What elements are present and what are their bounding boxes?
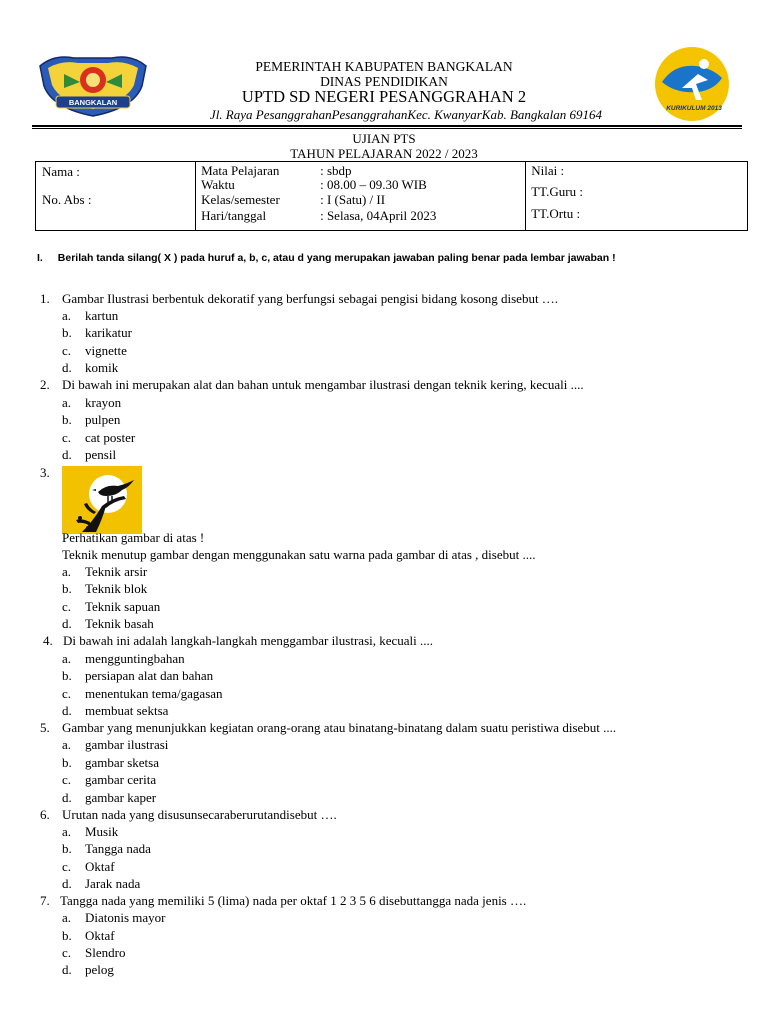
option-d: d. gambar kaper <box>62 790 157 805</box>
option-b: b. karikatur <box>62 325 132 340</box>
question-number: 5. <box>40 720 50 735</box>
question-5 <box>40 720 617 735</box>
option-c: c. vignette <box>62 343 127 358</box>
header-line-1: PEMERINTAH KABUPATEN BANGKALAN <box>255 59 513 74</box>
question-number: 1. <box>40 291 50 306</box>
hari-value: : Selasa, 04April 2023 <box>320 208 437 223</box>
option-a: a. gambar ilustrasi <box>62 737 169 752</box>
question-6 <box>40 807 337 822</box>
exam-detail-cell <box>196 162 526 231</box>
question-7 <box>40 893 527 908</box>
question-3-text-2: Teknik menutup gambar dengan menggunakan satu warna pada gambar di atas , disebut .... <box>62 547 536 562</box>
option-b: b. Tangga nada <box>62 841 151 856</box>
option-c: c. cat poster <box>62 430 136 445</box>
nilai-label: Nilai : <box>531 163 565 178</box>
instruction <box>37 252 616 264</box>
bangkalan-logo-text: BANGKALAN <box>68 98 118 107</box>
tt-ortu-label: TT.Ortu : <box>531 206 581 221</box>
signature-cell <box>526 162 748 231</box>
student-info-cell <box>36 162 196 231</box>
question-number: 6. <box>40 807 50 822</box>
question-text: Urutan nada yang disusunsecaraberurutandisebut …. <box>62 807 337 822</box>
mapel-label: Mata Pelajaran <box>201 163 280 178</box>
question-number: 7. <box>40 893 50 908</box>
question-2 <box>40 377 584 392</box>
option-b: b. pulpen <box>62 412 121 427</box>
waktu-value: : 08.00 – 09.30 WIB <box>320 177 427 192</box>
option-b: b. gambar sketsa <box>62 755 160 770</box>
option-a: a. krayon <box>62 395 122 410</box>
header-rule <box>32 125 742 127</box>
kelas-label: Kelas/semester <box>201 192 280 207</box>
option-d: d. membuat sektsa <box>62 703 169 718</box>
student-info-table <box>35 161 748 231</box>
exam-year: TAHUN PELAJARAN 2022 / 2023 <box>290 146 478 161</box>
header-rule-thin <box>32 128 742 129</box>
option-d: d. Teknik basah <box>62 616 154 631</box>
bird-silhouette-image <box>62 466 142 534</box>
option-c: c. Oktaf <box>62 859 115 874</box>
question-text: Di bawah ini merupakan alat dan bahan untuk mengambar ilustrasi dengan teknik kering, kecuali .... <box>62 377 584 392</box>
option-b: b. Teknik blok <box>62 581 148 596</box>
mapel-value: : sbdp <box>320 163 352 178</box>
option-a: a. Diatonis mayor <box>62 910 166 925</box>
school-name: UPTD SD NEGERI PESANGGRAHAN 2 <box>241 87 527 106</box>
question-number: 2. <box>40 377 50 392</box>
question-number: 4. <box>43 633 53 648</box>
no-abs-label: No. Abs : <box>42 192 92 207</box>
option-d: d. pensil <box>62 447 117 462</box>
kelas-value: : I (Satu) / II <box>320 192 386 207</box>
option-d: d. pelog <box>62 962 114 977</box>
option-a: a. kartun <box>62 308 119 323</box>
question-text: Gambar Ilustrasi berbentuk dekoratif yang berfungsi sebagai pengisi bidang kosong disebut …. <box>62 291 559 306</box>
option-d: d. Jarak nada <box>62 876 141 891</box>
option-a: a. mengguntingbahan <box>62 651 185 666</box>
instruction-number: I. <box>37 252 43 264</box>
tt-guru-label: TT.Guru : <box>531 184 583 199</box>
question-text: Di bawah ini adalah langkah-langkah menggambar ilustrasi, kecuali .... <box>63 633 434 648</box>
option-b: b. persiapan alat dan bahan <box>62 668 214 683</box>
option-d: d. komik <box>62 360 119 375</box>
question-3 <box>40 466 50 479</box>
option-a: a. Teknik arsir <box>62 564 148 579</box>
option-c: c. Teknik sapuan <box>62 599 161 614</box>
instruction-text: Berilah tanda silang( X ) pada huruf a, b, c, atau d yang merupakan jawaban paling benar pada lembar jawaban ! <box>57 252 616 264</box>
kurikulum-logo-text: KURIKULUM 2013 <box>666 105 722 112</box>
question-3-text: Perhatikan gambar di atas ! <box>62 530 205 545</box>
question-text: Gambar yang menunjukkan kegiatan orang-orang atau binatang-binatang dalam suatu peristiwa disebut .... <box>62 720 617 735</box>
question-4 <box>43 633 434 648</box>
school-address: Jl. Raya PesanggrahanPesanggrahanKec. KwanyarKab. Bangkalan 69164 <box>209 107 603 122</box>
hari-label: Hari/tanggal <box>201 208 267 223</box>
nama-label: Nama : <box>42 164 80 179</box>
exam-title: UJIAN PTS <box>352 131 416 146</box>
question-1 <box>40 291 559 306</box>
question-text: Tangga nada yang memiliki 5 (lima) nada per oktaf 1 2 3 5 6 disebuttangga nada jenis …. <box>60 893 527 908</box>
waktu-label: Waktu <box>201 177 235 192</box>
option-a: a. Musik <box>62 824 119 839</box>
question-number: 3. <box>40 465 50 480</box>
option-c: c. gambar cerita <box>62 772 157 787</box>
option-c: c. Slendro <box>62 945 126 960</box>
header-line-2: DINAS PENDIDIKAN <box>320 74 448 89</box>
option-c: c. menentukan tema/gagasan <box>62 686 223 701</box>
option-b: b. Oktaf <box>62 928 115 943</box>
